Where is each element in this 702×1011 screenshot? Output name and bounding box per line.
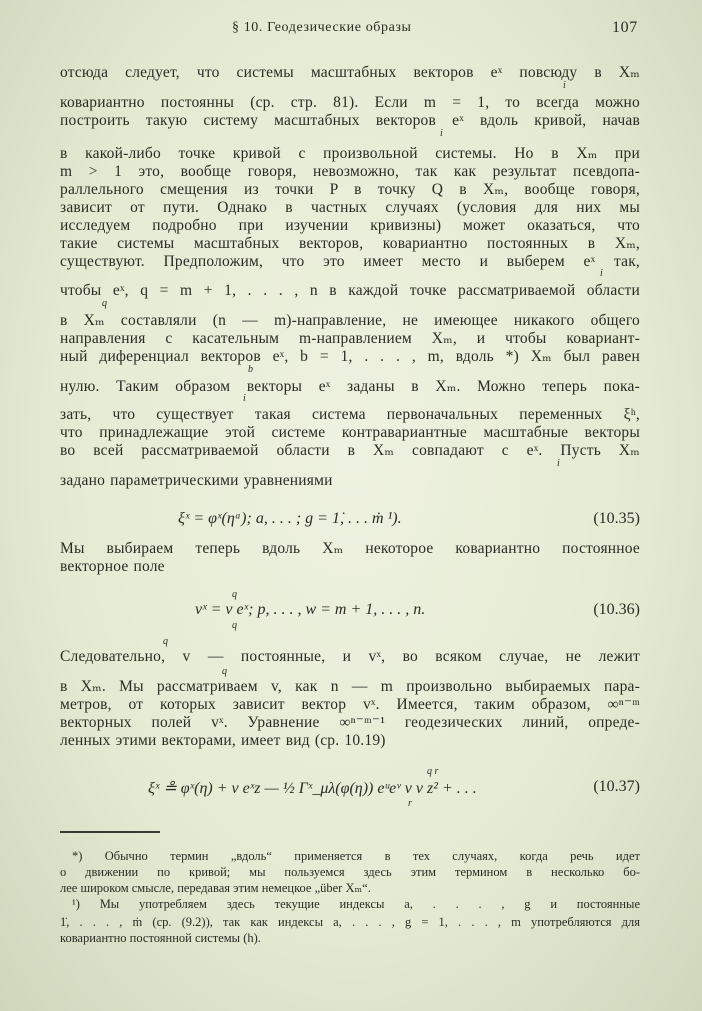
footnote-line: лее широком смысле, передавая этим немецкое „über Xₘ“. (60, 881, 371, 895)
index-mark: i (440, 128, 443, 139)
text-line: ный диференциал векторов eˣ, b = 1, . . . , m, вдоль *) Xₘ был равен (60, 348, 640, 365)
index-mark: r (408, 798, 412, 809)
index-mark: b (248, 364, 253, 375)
text-line: такие системы масштабных векторов, ковариантно постоянных в Xₘ, (60, 235, 640, 252)
text-line: что принадлежащие этой системе контравариантные масштабные векторы (60, 424, 640, 441)
index-mark: q (163, 636, 168, 647)
footnote-divider (60, 831, 160, 833)
text-line: существуют. Предположим, что это имеет место и выберем eˣ так, (60, 253, 640, 270)
index-mark: i (563, 80, 566, 91)
page-number: 107 (612, 19, 638, 36)
footnote-line: о движении по кривой; мы пользуемся здесь этим термином в несколько бо- (60, 865, 640, 879)
text-line: раллельного смещения из точки P в точку Q в Xₘ, вообще говоря, (60, 181, 640, 198)
text-line: метров, от которых зависит вектор vˣ. Имеется, таким образом, ∞ⁿ⁻ᵐ (60, 696, 640, 713)
footnote-line: ¹) Мы употребляем здесь текущие индексы a, . . . , g и постоянные (72, 897, 640, 911)
text-line: Следовательно, v — постоянные, и vˣ, во всяком случае, не лежит (60, 648, 640, 665)
footnote-line: ковариантно постоянной системы (h). (60, 931, 261, 945)
text-line: ковариантно постоянны (ср. стр. 81). Если m = 1, то всегда можно (60, 94, 640, 111)
text-line: зависит от пути. Однако в частных случаях (условия для них мы (60, 199, 640, 216)
equation-number: (10.36) (593, 601, 640, 618)
text-line: в Xₘ. Мы рассматриваем v, как n — m произвольно выбираемых пара- (60, 678, 640, 695)
text-line: Мы выбираем теперь вдоль Xₘ некоторое ковариантно постоянное (60, 540, 640, 557)
text-line: задано параметрическими уравнениями (60, 472, 333, 489)
index-mark: i (600, 268, 603, 279)
text-line: нулю. Таким образом векторы eˣ заданы в Xₘ. Можно теперь пока- (60, 378, 640, 395)
index-mark: q (232, 620, 237, 631)
text-line: зать, что существует такая система первоначальных переменных ξʰ, (60, 406, 640, 423)
equation-number: (10.35) (593, 510, 640, 527)
text-line: во всей рассматриваемой области в Xₘ совпадают с eˣ. Пусть Xₘ (60, 442, 640, 459)
equation-10-36: vˣ = v eˣ; p, . . . , w = m + 1, . . . , n. (195, 601, 426, 618)
footnote-line: *) Обычно термин „вдоль“ применяется в тех случаях, когда речь идет (72, 849, 640, 863)
text-line: ленных этими векторами, имеет вид (ср. 10.19) (60, 732, 386, 749)
index-mark: q r (427, 766, 439, 777)
text-line: в какой-либо точке кривой с произвольной системы. Но в Xₘ при (60, 145, 640, 162)
text-line: векторных полей vˣ. Уравнение ∞ⁿ⁻ᵐ⁻¹ геодезических линий, опреде- (60, 714, 640, 731)
equation-number: (10.37) (593, 778, 640, 795)
index-mark: q (222, 666, 227, 677)
running-header: § 10. Геодезические образы (232, 20, 412, 35)
text-line: построить такую систему масштабных векторов eˣ вдоль кривой, начав (60, 112, 640, 129)
index-mark: i (243, 393, 246, 404)
text-line: чтобы eˣ, q = m + 1, . . . , n в каждой точке рассматриваемой области (60, 282, 640, 299)
text-line: векторное поле (60, 558, 165, 575)
text-line: m > 1 это, вообще говоря, невозможно, так как результат псевдопа- (60, 163, 640, 180)
index-mark: q (102, 298, 107, 309)
text-line: отсюда следует, что системы масштабных векторов eˣ повсюду в Xₘ (60, 64, 640, 81)
index-mark: q (232, 589, 237, 600)
equation-10-37: ξˣ ≗ φˣ(η) + v eˣz — ½ Γˣ_μλ(φ(η)) eᵘeᵛ v v z² + . . . (148, 780, 477, 797)
text-line: направления с касательным m-направлением Xₘ, и чтобы ковариант- (60, 330, 640, 347)
equation-10-35: ξˣ = φˣ(ηᵃ); a, . . . ; g = 1̇, . . . ṁ ¹). (178, 510, 402, 527)
index-mark: i (557, 458, 560, 469)
text-line: в Xₘ составляли (n — m)-направление, не имеющее никакого общего (60, 312, 640, 329)
footnote-line: 1̇, . . . , ṁ (ср. (9.2)), так как индексы a, . . . , g = 1, . . . , m употребляются для (60, 915, 640, 929)
text-line: исследуем подробно при изучении кривизны) может оказаться, что (60, 217, 640, 234)
